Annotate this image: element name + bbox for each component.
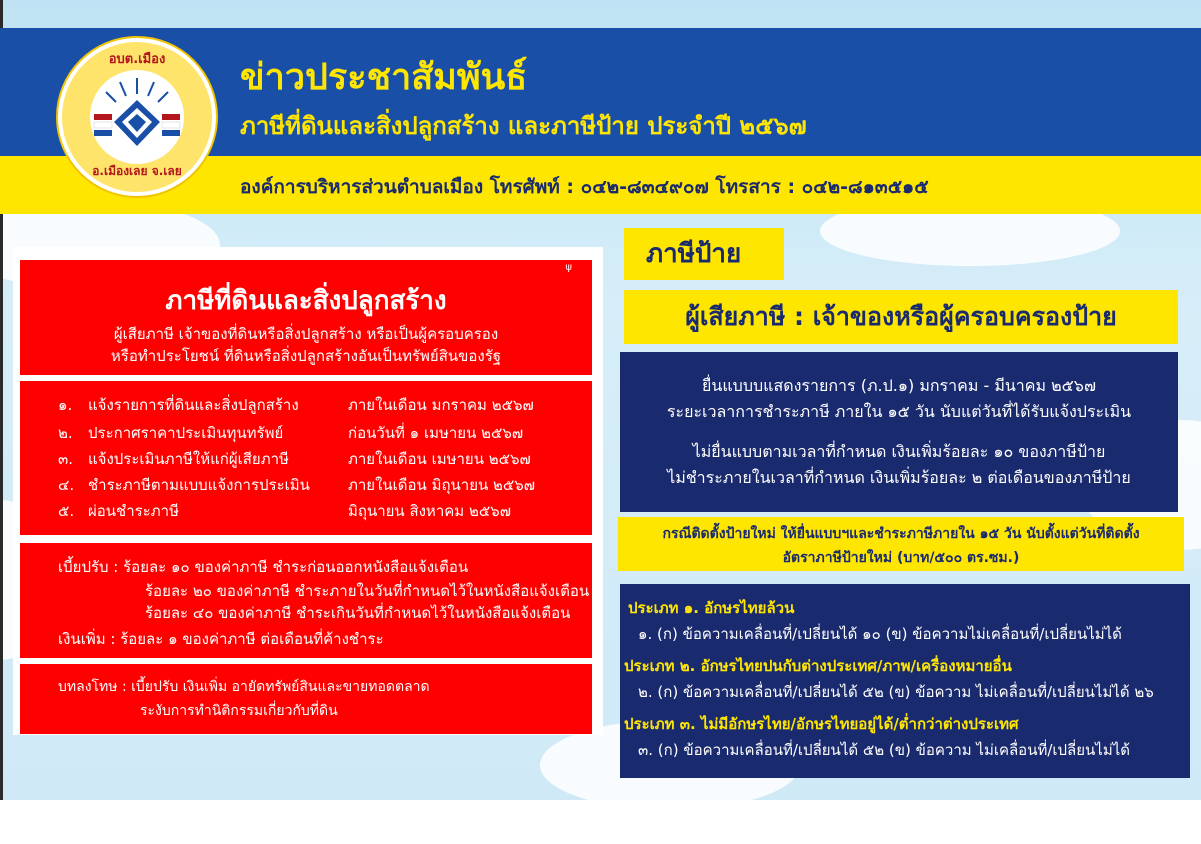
penalty-box [20,543,592,658]
step-number: ๑. [58,396,73,414]
emblem-icon [90,70,184,164]
logo-text-bottom: อ.เมืองเลย จ.เลย [92,164,182,178]
step-number: ๒. [58,424,73,442]
step-row [58,393,578,417]
step-number: ๔. [58,476,75,494]
land-tax-header-box [20,260,592,375]
sign-tax-title: ภาษีป้าย [624,228,784,280]
org-contact-line: องค์การบริหารส่วนตำบลเมือง โทรศัพท์ : ๐๔๒-๘๓๔๙๐๗ โทรสาร : ๐๔๒-๘๑๓๕๑๕ [240,176,929,198]
category-detail: ๒. (ก) ข้อความเคลื่อนที่/เปลี่ยนได้ ๕๒ (ข) ข้อความ ไม่เคลื่อนที่/เปลี่ยนไม่ได้ ๒๖ [638,683,1154,701]
step-time: มิถุนายน สิงหาคม ๒๕๖๗ [348,502,511,520]
page-title: ข่าวประชาสัมพันธ์ [240,57,528,98]
sign-tax-info-line: ยื่นแบบบแสดงรายการ (ภ.ป.๑) มกราคม - มีนาคม ๒๕๖๗ [702,376,1096,395]
penalty-line: ร้อยละ ๒๐ ของค่าภาษี ชำระภายในวันที่กำหนดไว้ในหนังสือแจ้งเตือน [145,582,590,600]
category-detail: ๓. (ก) ข้อความเคลื่อนที่/เปลี่ยนได้ ๕๒ (ข) ข้อความ ไม่เคลื่อนที่/เปลี่ยนไม่ได้ [638,741,1130,759]
category-label: ประเภท ๑. อักษรไทยล้วน [628,599,795,617]
logo-text-top: อบต.เมือง [108,52,166,67]
step-row [58,499,578,523]
step-row [58,421,578,445]
logo-emblem [90,70,184,164]
land-tax-desc-line: หรือทำประโยชน์ ที่ดินหรือสิ่งปลูกสร้างอันเป็นทรัพย์สินของรัฐ [110,347,502,365]
step-number: ๓. [58,450,74,468]
step-time: ภายในเดือน เมษายน ๒๕๖๗ [348,450,531,468]
step-time: ก่อนวันที่ ๑ เมษายน ๒๕๖๗ [348,424,524,442]
surcharge-line: เงินเพิ่ม : ร้อยละ ๑ ของค่าภาษี ต่อเดือนที่ค้างชำระ [58,630,384,648]
page-subtitle: ภาษีที่ดินและสิ่งปลูกสร้าง และภาษีป้าย ประจำปี ๒๕๖๗ [240,112,807,140]
sign-tax-info-line: ไม่ยื่นแบบตามเวลาที่กำหนด เงินเพิ่มร้อยละ ๑๐ ของภาษีป้าย [692,442,1106,461]
category-label: ประเภท ๓. ไม่มีอักษรไทย/อักษรไทยอยู่ได้/ต่ำกว่าต่างประเทศ [624,715,1019,733]
step-action: ประกาศราคาประเมินทุนทรัพย์ [88,424,284,442]
category-detail: ๑. (ก) ข้อความเคลื่อนที่/เปลี่ยนได้ ๑๐ (ข) ข้อความไม่เคลื่อนที่/เปลี่ยนไม่ได้ [638,625,1122,643]
step-action: แจ้งประเมินภาษีให้แก่ผู้เสียภาษี [88,450,289,468]
land-tax-steps-box [20,381,592,535]
org-logo [58,38,216,196]
step-row [58,473,578,497]
punishment-box [20,664,592,734]
punishment-line: ระงับการทำนิติกรรมเกี่ยวกับที่ดิน [140,703,338,719]
penalty-line: เบี้ยปรับ : ร้อยละ ๑๐ ของค่าภาษี ชำระก่อนออกหนังสือแจ้งเตือน [58,558,469,576]
step-action: ชำระภาษีตามแบบแจ้งการประเมิน [88,476,310,494]
sign-tax-info-line: ไม่ชำระภายในเวลาที่กำหนด เงินเพิ่มร้อยละ ๒ ต่อเดือนของภาษีป้าย [667,468,1131,487]
sign-category-box [620,584,1190,778]
new-sign-rate-line: อัตราภาษีป้ายใหม่ (บาท/๕๐๐ ตร.ซม.) [782,550,1020,566]
step-row [58,447,578,471]
step-time: ภายในเดือน มิถุนายน ๒๕๖๗ [348,476,536,494]
step-action: แจ้งรายการที่ดินและสิ่งปลูกสร้าง [88,396,299,414]
step-number: ๕. [58,502,75,520]
new-sign-line: กรณีติดตั้งป้ายใหม่ ให้ยื่นแบบฯและชำระภาษีภายใน ๑๕ วัน นับตั้งแต่วันที่ติดตั้ง [662,526,1140,542]
land-tax-desc-line: ผู้เสียภาษี เจ้าของที่ดินหรือสิ่งปลูกสร้าง หรือเป็นผู้ครอบครอง [113,325,499,343]
sign-tax-info-line: ระยะเวลาการชำระภาษี ภายใน ๑๕ วัน นับแต่วันที่ได้รับแจ้งประเมิน [666,402,1132,421]
new-sign-notice [618,517,1184,571]
sign-tax-payer: ผู้เสียภาษี : เจ้าของหรือผู้ครอบครองป้าย [624,290,1178,344]
corner-mark: ψ [565,262,572,273]
category-label: ประเภท ๒. อักษรไทยปนกับต่างประเทศ/ภาพ/เครื่องหมายอื่น [624,657,1012,675]
penalty-line: ร้อยละ ๔๐ ของค่าภาษี ชำระเกินวันที่กำหนดไว้ในหนังสือแจ้งเตือน [145,604,571,622]
sign-tax-info-box [620,352,1178,512]
step-time: ภายในเดือน มกราคม ๒๕๖๗ [348,396,534,414]
land-tax-title: ภาษีที่ดินและสิ่งปลูกสร้าง [165,286,447,316]
punishment-line: บทลงโทษ : เบี้ยปรับ เงินเพิ่ม อายัดทรัพย์สินและขายทอดตลาด [58,679,430,695]
step-action: ผ่อนชำระภาษี [88,502,179,520]
